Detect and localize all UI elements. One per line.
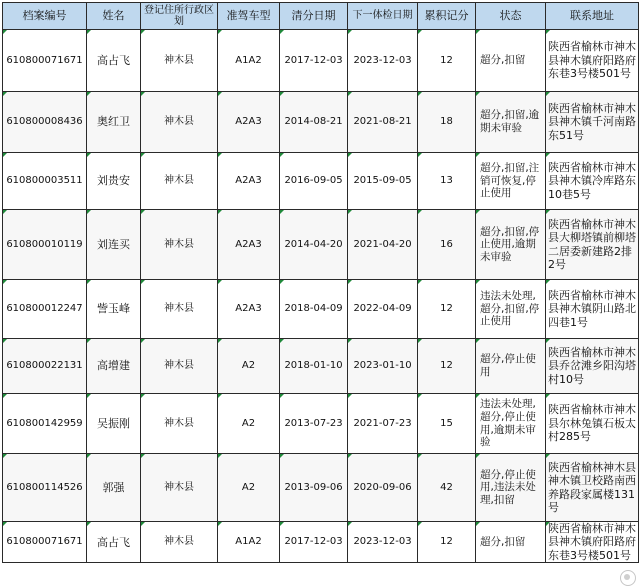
table-row bbox=[3, 339, 639, 394]
table-row bbox=[3, 153, 639, 210]
clear-date-cell: 2013-07-23 bbox=[280, 394, 348, 454]
points-cell: 15 bbox=[418, 394, 476, 454]
header-cell: 档案编号 bbox=[3, 3, 87, 30]
id-cell: 610800003511 bbox=[3, 153, 87, 210]
clear-date-cell: 2014-08-21 bbox=[280, 92, 348, 153]
name-cell: 吴振刚 bbox=[87, 394, 141, 454]
district-cell: 神木县 bbox=[141, 153, 218, 210]
license-cell: A2A3 bbox=[218, 210, 280, 280]
district-cell: 神木县 bbox=[141, 339, 218, 394]
table-row bbox=[3, 522, 639, 563]
license-cell: A2A3 bbox=[218, 153, 280, 210]
points-cell: 12 bbox=[418, 339, 476, 394]
header-cell: 下一体检日期 bbox=[348, 3, 418, 30]
id-cell: 610800008436 bbox=[3, 92, 87, 153]
id-cell: 610800071671 bbox=[3, 522, 87, 563]
address-cell: 陕西省榆林市神木县神木镇府阳路府东巷3号楼501号 bbox=[546, 522, 639, 563]
id-cell: 610800022131 bbox=[3, 339, 87, 394]
header-cell: 准驾车型 bbox=[218, 3, 280, 30]
table-row bbox=[3, 394, 639, 454]
header-cell: 清分日期 bbox=[280, 3, 348, 30]
next-check-cell: 2020-09-06 bbox=[348, 454, 418, 522]
header-cell: 状态 bbox=[476, 3, 546, 30]
address-cell: 陕西省榆林市神木县神木镇千河南路东51号 bbox=[546, 92, 639, 153]
name-cell: 奥红卫 bbox=[87, 92, 141, 153]
name-cell: 刘贵安 bbox=[87, 153, 141, 210]
points-cell: 12 bbox=[418, 280, 476, 339]
header-cell: 姓名 bbox=[87, 3, 141, 30]
points-cell: 16 bbox=[418, 210, 476, 280]
driver-records-table bbox=[2, 2, 639, 563]
next-check-cell: 2023-12-03 bbox=[348, 30, 418, 92]
table-row bbox=[3, 280, 639, 339]
next-check-cell: 2021-04-20 bbox=[348, 210, 418, 280]
points-cell: 13 bbox=[418, 153, 476, 210]
next-check-cell: 2022-04-09 bbox=[348, 280, 418, 339]
next-check-cell: 2023-12-03 bbox=[348, 522, 418, 563]
table-row bbox=[3, 92, 639, 153]
license-cell: A1A2 bbox=[218, 522, 280, 563]
district-cell: 神木县 bbox=[141, 522, 218, 563]
points-cell: 42 bbox=[418, 454, 476, 522]
status-cell: 超分,扣留 bbox=[476, 30, 546, 92]
name-cell: 高占飞 bbox=[87, 522, 141, 563]
status-cell: 超分,停止使用,违法未处理,扣留 bbox=[476, 454, 546, 522]
next-check-cell: 2015-09-05 bbox=[348, 153, 418, 210]
id-cell: 610800010119 bbox=[3, 210, 87, 280]
license-cell: A2 bbox=[218, 394, 280, 454]
district-cell: 神木县 bbox=[141, 280, 218, 339]
license-cell: A2 bbox=[218, 454, 280, 522]
next-check-cell: 2021-08-21 bbox=[348, 92, 418, 153]
name-cell: 高增建 bbox=[87, 339, 141, 394]
next-check-cell: 2021-07-23 bbox=[348, 394, 418, 454]
district-cell: 神木县 bbox=[141, 92, 218, 153]
name-cell: 刘连买 bbox=[87, 210, 141, 280]
clear-date-cell: 2013-09-06 bbox=[280, 454, 348, 522]
status-cell: 超分,扣留,注销可恢复,停止使用 bbox=[476, 153, 546, 210]
license-cell: A2 bbox=[218, 339, 280, 394]
points-cell: 12 bbox=[418, 30, 476, 92]
status-cell: 超分,扣留,停止使用,逾期未审验 bbox=[476, 210, 546, 280]
header-cell: 登记住所行政区划 bbox=[141, 3, 218, 30]
points-cell: 12 bbox=[418, 522, 476, 563]
address-cell: 陕西省榆林市神木县大柳塔镇前柳塔二居委新建路2排2号 bbox=[546, 210, 639, 280]
header-cell: 累积记分 bbox=[418, 3, 476, 30]
district-cell: 神木县 bbox=[141, 210, 218, 280]
district-cell: 神木县 bbox=[141, 454, 218, 522]
name-cell: 訾玉峰 bbox=[87, 280, 141, 339]
header-cell: 联系地址 bbox=[546, 3, 639, 30]
id-cell: 610800142959 bbox=[3, 394, 87, 454]
address-cell: 陕西省榆林市神木县神木镇冷库路东10巷5号 bbox=[546, 153, 639, 210]
address-cell: 陕西省榆林市神木县神木镇府阳路府东巷3号楼501号 bbox=[546, 30, 639, 92]
license-cell: A2A3 bbox=[218, 280, 280, 339]
address-cell: 陕西省榆林市神木县乔岔滩乡阳沟塔村10号 bbox=[546, 339, 639, 394]
district-cell: 神木县 bbox=[141, 394, 218, 454]
license-cell: A1A2 bbox=[218, 30, 280, 92]
id-cell: 610800114526 bbox=[3, 454, 87, 522]
clear-date-cell: 2014-04-20 bbox=[280, 210, 348, 280]
watermark-logo-icon bbox=[620, 570, 636, 586]
address-cell: 陕西省榆林市神木县尔林兔镇石板太村285号 bbox=[546, 394, 639, 454]
name-cell: 郭强 bbox=[87, 454, 141, 522]
clear-date-cell: 2016-09-05 bbox=[280, 153, 348, 210]
status-cell: 违法未处理,超分,停止使用,逾期未审验 bbox=[476, 394, 546, 454]
table-header-row bbox=[3, 3, 639, 30]
next-check-cell: 2023-01-10 bbox=[348, 339, 418, 394]
status-cell: 超分,扣留 bbox=[476, 522, 546, 563]
id-cell: 610800071671 bbox=[3, 30, 87, 92]
clear-date-cell: 2018-01-10 bbox=[280, 339, 348, 394]
name-cell: 高占飞 bbox=[87, 30, 141, 92]
status-cell: 违法未处理,超分,扣留,停止使用 bbox=[476, 280, 546, 339]
clear-date-cell: 2017-12-03 bbox=[280, 30, 348, 92]
address-cell: 陕西省榆林神木县神木镇卫校路南西养路段家属楼131号 bbox=[546, 454, 639, 522]
address-cell: 陕西省榆林市神木县神木镇阴山路北四巷1号 bbox=[546, 280, 639, 339]
table-row bbox=[3, 210, 639, 280]
status-cell: 超分,停止使用 bbox=[476, 339, 546, 394]
table-row bbox=[3, 30, 639, 92]
status-cell: 超分,扣留,逾期未审验 bbox=[476, 92, 546, 153]
license-cell: A2A3 bbox=[218, 92, 280, 153]
id-cell: 610800012247 bbox=[3, 280, 87, 339]
clear-date-cell: 2017-12-03 bbox=[280, 522, 348, 563]
clear-date-cell: 2018-04-09 bbox=[280, 280, 348, 339]
district-cell: 神木县 bbox=[141, 30, 218, 92]
table-row bbox=[3, 454, 639, 522]
points-cell: 18 bbox=[418, 92, 476, 153]
watermark bbox=[620, 570, 636, 586]
